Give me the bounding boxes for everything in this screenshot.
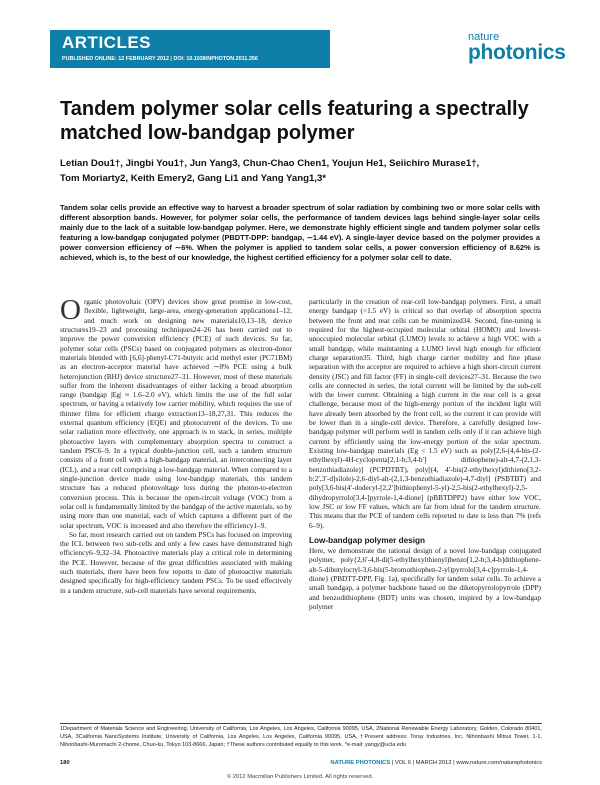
abstract: Tandem solar cells provide an effective way to harvest a broader spectrum of solar radiation by combining two or more solar cells with different absorption bands. However, for polymer solar cells, the performance of tandem devices lags behind single-layer solar cells mainly due to the lack of a suitable low-bandgap polymer. Here, we demonstrate highly efficient single and tandem polymer solar cells featuring a low-bandgap conjugated polymer (PBDTT-DPP: bandgap, ∼1.44 eV). A single-layer device based on the polymer provides a power conversion efficiency of ∼6%. When the polymer is applied to tandem solar cells, a power conversion efficiency of 8.62% is achieved, which is, to the best of our knowledge, the highest certified efficiency for a polymer solar cell to date. [60,203,540,263]
article-title: Tandem polymer solar cells featuring a spectrally matched low-bandgap polymer [60,98,529,144]
affiliations-footnote: 1Department of Materials Science and Engineering, University of California, Los Angeles, Los Angeles, California 90095, USA, 2National Renewable Energy Laboratory, Golden, Colorado 80401, USA, 3California NanoSystems Institute, University of California, Los Angeles, Los Angeles, California 90095, USA, †Present address: Toray Industries, Inc, Nihonbashi Mitsui Tower, 1-1, Nihonbashi-Muromachi 2-chome, Chuo-ku, Tokyo 103-8666, Japan; †These authors contributed equally to this work. *e-mail: yangy@ucla.edu [60,726,542,748]
body-column-left [60,294,292,595]
copyright-notice: © 2012 Macmillan Publishers Limited. All rights reserved. [226,774,374,780]
body-paragraph: So far, most research carried out on tandem PSCs has focused on improving the ICL between two sub-cells and only a few cases have demonstrated high efficiency6–9,32–34. Photoactive materials play a critical role in determining the PCE. However, because of the great difficulties associated with making such materials, there have been few reports to date of photoactive materials designed specifically for high-efficiency tandem PSCs. To be used effectively in a tandem structure, sub-cell materials have several requirements, [60,529,292,595]
journal-issue[interactable]: | VOL 6 | MARCH 2012 | www.nature.com/naturephotonics [390,760,542,766]
authors-line-1: Letian Dou1†, Jingbi You1†, Jun Yang3, Chun-Chao Chen1, Youjun He1, Seiichiro Murase1†, [60,158,480,169]
journal-logo-line1: nature [468,31,500,43]
section-heading: Low-bandgap polymer design [309,535,425,545]
journal-citation [330,760,542,766]
body-paragraph: Here, we demonstrate the rational design of a novel low-bandgap conjugated polymer, poly{2,6′-4,8-di(5-ethylhexylthienyl)benzo[1,2-b;3,4-b]dithiophene-alt-5-dibutyloctyl-3,6-bis(5-bromothiophen-2-yl)pyrrolo[3,4-c]pyrrole-1,4-dione} (PBDTT-DPP, Fig. 1a), specifically for tandem solar cells. To achieve a small bandgap, a polymer backbone based on the diketopyrrolopyrrole (DPP) and benzodithiophene (BDT) units was chosen, inspired by a low-bandgap polymer [309,546,541,611]
journal-name: NATURE PHOTONICS [330,760,391,766]
body-paragraph: particularly in the creation of rear-cell low-bandgap polymers. First, a small energy bandgap (<1.5 eV) is critical so that overlap of absorption spectra between the front and rear cells can be minimized34. Second, fine-tuning is required for the highest-occupied molecular orbital (HOMO) and lowest-unoccupied molecular orbital (LUMO) levels to achieve a high VOC with a small bandgap, while maintaining a LUMO level high enough for efficient charge separation35. Third, high charge carrier mobility and fine phase separation with the acceptor are required to achieve a high short-circuit current density (JSC) and fill factor (FF) in single-cell devices27–31. Because the two cells are connected in series, the total current will be limited by the sub-cell with the lower current. Obtaining a high current in the rear cell is a great challenge, because most of the high-energy portion of the incident light will have already been absorbed by the front cell, so the current it can provide will be lower than in a single-cell device. Therefore, a carefully designed low-bandgap polymer will perform well in tandem cells only if it can achieve high current by efficiently using the low-energy portion of the solar spectrum. Existing low-bandgap materials (Eg < 1.5 eV) such as poly[2,6-(4,4-bis-(2-ethylhexyl)-4H-cyclopenta[2,1-b;3,4-b′] dithiophene)-alt-4,7-(2,1,3-benzothiadiazole)] (PCPDTBT), poly[(4, 4′-bis(2-ethylhexyl)dithieno[3,2-b:2′,3′-d]silole)-2,6-diyl-alt-(2,1,3-benzothiadiazole)-4,7-diyl] (PSBTBT) and poly[3,6-bis(4′-dodecyl-[2,2′]bithiophenyl-5-yl)-2,5-bis(2-ethylhexyl)-2,5-dihydropyrrolo[3,4-]pyrrole-1,4-dione] (pBBTDPP2) have either low VOC, low JSC or low FF values, which are far from ideal for the tandem structure. This means that the PCE of tandem cells reported to date is less than 7% (refs 6–9). [309,297,541,530]
authors-line-2: Tom Moriarty2, Keith Emery2, Gang Li1 and Yang Yang1,3* [60,173,327,184]
article-banner [0,0,600,68]
section-label: ARTICLES [62,33,151,52]
author-list [60,156,560,186]
intro-text: rganic photovoltaic (OPV) devices show great promise in low-cost, flexible, lightweight, large-area, energy-generation applications1–12, and much work on designing new materials10,13–18, device structures19–23 and processing techniques24–26 has been carried out to improve the power conversion efficiency (PCE) of such devices. So far, polymer solar cells (PSCs) based on conjugated polymers as electron-donor materials blended with [6,6]-phenyl-C71-butyric acid methyl ester (PC71BM) as an electron-acceptor material have achieved ∼8% PCE using a bulk heterojunction (BHJ) device structure27–31. However, most of these materials suffer from the inherent disadvantages of either lacking a broad absorption range (bandgap |Eg| ≈ 1.6–2.0 eV), which limits the use of the full solar spectrum, or having a relatively low carrier mobility, which requires the use of thinner films for efficient charge extraction13–18,27,31. This reduces the external quantum efficiency (EQE) and photocurrent of the devices. To use solar radiation more effectively, one approach is to stack, in series, multiple photoactive layers with complementary absorption spectra to construct a tandem PSC6–9. In a typical double-junction cell, such a tandem structure consists of a front cell with a high-bandgap material, an interconnecting layer (ICL), and a rear cell comprising a low-bandgap material. When compared to a single-junction device made using low-bandgap materials, this tandem structure has a reduced photovoltage loss during the photon-to-electron conversion process. This is because the open-circuit voltage (VOC) from a solar cell is fundamentally limited by the bandgap of the active materials, so by using more than one material, each of which captures a different part of the solar spectrum, VOC is increased and also therefore the efficiency1–9. [60,297,292,530]
footnote-divider [60,723,542,724]
journal-logo-line2: photonics [468,41,566,64]
intro-paragraph [60,294,292,530]
body-column-right [309,297,541,611]
drop-cap: O [60,294,81,326]
journal-logo[interactable] [468,32,566,63]
page-footer [60,760,542,770]
page-number: 180 [60,760,70,766]
publication-meta: PUBLISHED ONLINE: 12 FEBRUARY 2012 | DOI: 10.1038/NPHOTON.2011.356 [62,56,258,62]
